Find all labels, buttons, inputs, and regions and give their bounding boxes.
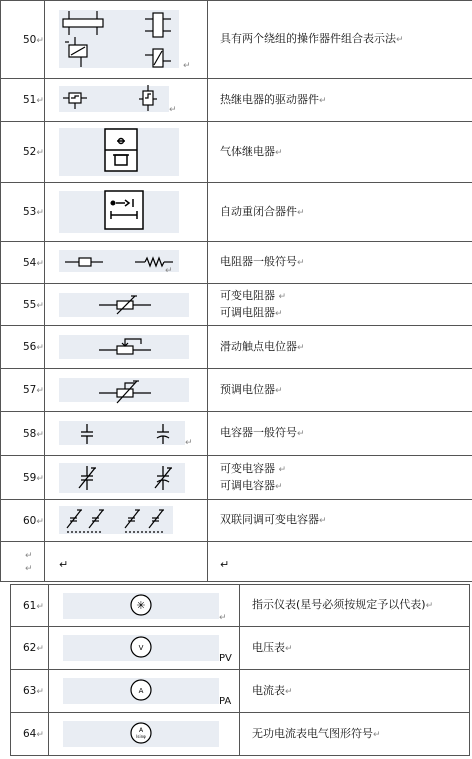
table-row: 54↵ ↵ 电阻器一般符号↵: [1, 242, 472, 284]
indicating-instrument-symbol: [129, 593, 155, 619]
table-row: 51↵ ↵ 热继电器的驱动器件↵: [1, 79, 472, 122]
row-number: 54: [23, 256, 37, 269]
symbol-description: 气体继电器: [220, 144, 275, 158]
symbol-table-2: [10, 584, 470, 756]
auto-reclosing-symbol: [103, 189, 147, 235]
sliding-potentiometer-symbol: [95, 334, 165, 360]
row-number: 57: [23, 384, 37, 396]
symbol-description: 双联同调可变电容器: [220, 513, 319, 526]
row-number: 63: [23, 685, 37, 697]
gas-relay-symbol: [103, 127, 143, 177]
svg-text:✳: ✳: [136, 599, 146, 612]
table-row: 59↵ 可变电容器 ↵ 可调电容器↵: [1, 456, 472, 500]
symbol-description: 具有两个绕组的操作器件组合表示法: [220, 32, 396, 45]
preset-potentiometer-symbol: [95, 375, 165, 405]
row-number: 53: [23, 206, 37, 218]
row-number: 60: [23, 514, 37, 527]
row-number: 55: [23, 298, 37, 311]
row-number: 61: [23, 599, 37, 612]
symbol-description: 电压表: [252, 640, 285, 654]
variable-resistor-symbol: [95, 292, 165, 318]
table-row: 63↵ A PA 电流表↵: [11, 670, 470, 713]
table-row: 58↵ ↵ 电容器一般符号↵: [1, 412, 472, 456]
svg-text:A: A: [138, 687, 144, 695]
svg-text:A: A: [138, 727, 144, 734]
symbol-description: 预调电位器: [220, 382, 275, 396]
svg-text:V: V: [138, 644, 144, 652]
table-row: 57↵ 预调电位器↵: [1, 369, 472, 412]
table-row: 52↵ 气体继电器↵: [1, 122, 472, 183]
two-winding-operator-symbol: [55, 9, 195, 71]
table-row: 55↵ 可变电阻器 ↵ 可调电阻器↵: [1, 284, 472, 326]
row-number: 52: [23, 146, 37, 158]
row-number: 62: [23, 642, 37, 654]
symbol-description: 无功电流表电气图形符号: [252, 726, 373, 740]
reactive-current-meter-symbol: [129, 721, 155, 747]
row-number: 59: [23, 471, 37, 484]
table-row: 64↵ A Isinφ 无功电流表电气图形符号↵: [11, 713, 470, 756]
row-number: 56: [23, 341, 37, 353]
symbol-description: 滑动触点电位器: [220, 339, 297, 353]
variable-capacitor-symbol: [59, 462, 199, 494]
table-row: 50↵ ↵ 具有两个绕组的操作器件组合表示法↵: [1, 1, 472, 79]
table-row-empty: ↵ ↵ ↵ ↵: [1, 542, 472, 582]
symbol-description: 指示仪表(星号必须按规定予以代表): [252, 598, 426, 611]
symbol-description: 可变电阻器: [220, 288, 275, 302]
capacitor-symbol: [59, 420, 199, 448]
row-number: 51: [23, 94, 37, 106]
row-number: 50: [23, 33, 37, 46]
symbol-description: 电阻器一般符号: [220, 255, 297, 268]
symbol-description: 电容器一般符号: [220, 426, 297, 439]
ammeter-symbol: [129, 678, 155, 704]
symbol-description: 电流表: [252, 683, 285, 697]
table-row: 61↵ ✳ ↵ 指示仪表(星号必须按规定予以代表)↵: [11, 585, 470, 627]
ganged-variable-capacitor-symbol: [59, 504, 199, 538]
voltmeter-symbol: [129, 635, 155, 661]
unit-label: PA: [219, 696, 232, 707]
table-row: 62↵ V PV 电压表↵: [11, 627, 470, 670]
table-row: 60↵ 双联同调可变电容器↵: [1, 500, 472, 542]
symbol-description-alt: 可调电阻器: [220, 305, 275, 319]
symbol-description: 可变电容器: [220, 461, 275, 475]
unit-label: PV: [219, 653, 232, 664]
table-row: 56↵ 滑动触点电位器↵: [1, 326, 472, 369]
row-number: 64: [23, 728, 37, 740]
row-number: 58: [23, 427, 37, 440]
symbol-description: 自动重闭合器件: [220, 204, 297, 218]
svg-text:Isinφ: Isinφ: [136, 734, 146, 739]
table-row: 53↵ 自动重闭合器件↵: [1, 183, 472, 242]
thermal-relay-symbol: [59, 85, 179, 115]
symbol-description-alt: 可调电容器: [220, 478, 275, 492]
symbol-description: 热继电器的驱动器件: [220, 92, 319, 106]
